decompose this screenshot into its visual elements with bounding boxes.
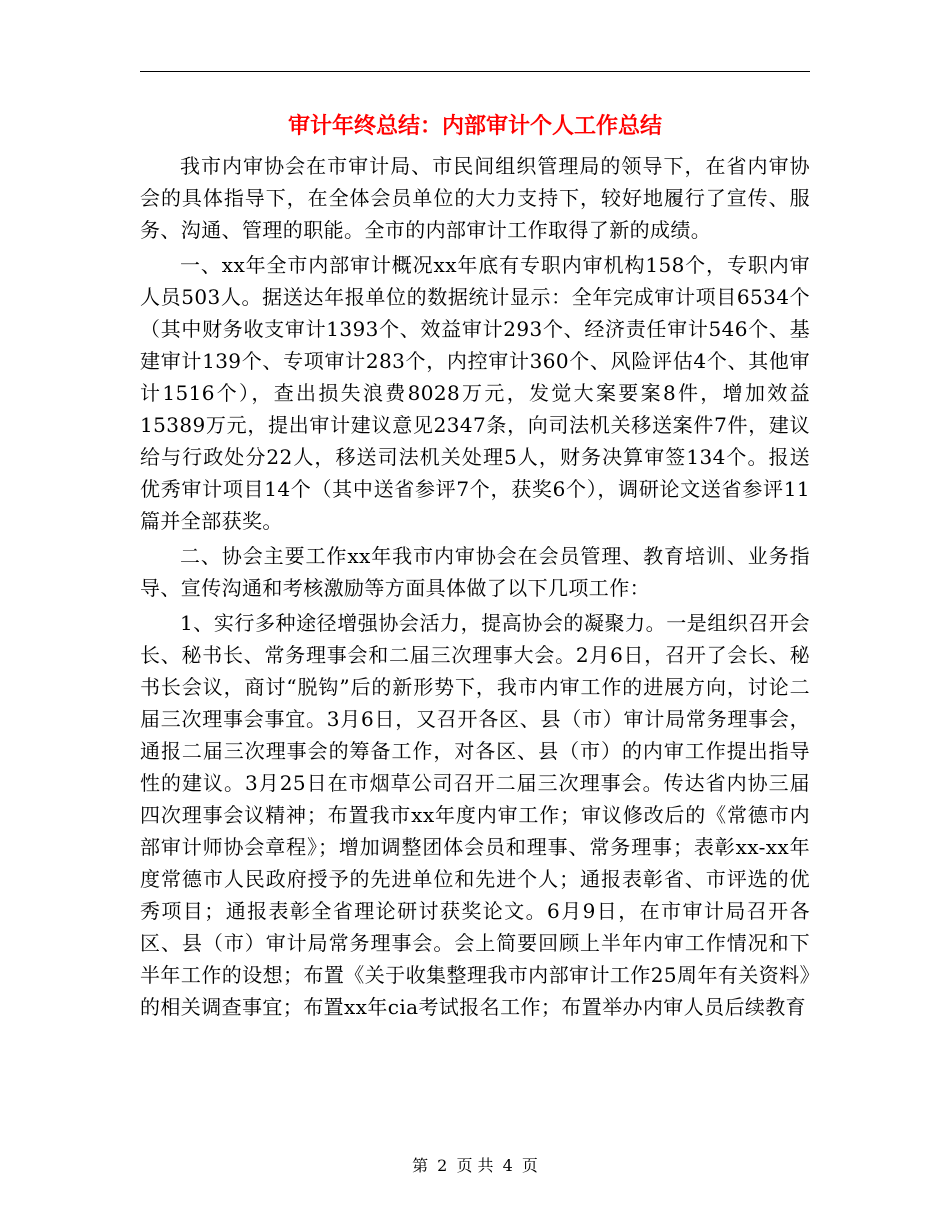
paragraph-item-1: 1、实行多种途径增强协会活力，提高协会的凝聚力。一是组织召开会长、秘书长、常务理事会和二届三次理事大会。2月6日，召开了会长、秘书长会议，商讨“脱钩”后的新形势下，我市内审工作的进展方向，讨论二届三次理事会事宜。3月6日，又召开各区、县（市）审计局常务理事会，通报二届三次理事会的筹备工作，对各区、县（市）的内审工作提出指导性的建议。3月25日在市烟草公司召开二届三次理事会。传达省内协三届四次理事会议精神；布置我市xx年度内审工作；审议修改后的《常德市内部审计师协会章程》；增加调整团体会员和理事、常务理事；表彰xx-xx年度常德市人民政府授予的先进单位和先进个人；通报表彰省、市评选的优秀项目；通报表彰全省理论研讨获奖论文。6月9日，在市审计局召开各区、县（市）审计局常务理事会。会上简要回顾上半年内审工作情况和下半年工作的设想；布置《关于收集整理我市内部审计工作25周年有关资料》的相关调查事宜；布置xx年cia考试报名工作；布置举办内审人员后续教育 bbox=[140, 611, 810, 1019]
page-prefix: 第 bbox=[412, 1156, 429, 1175]
page-number: 2 bbox=[437, 1156, 448, 1175]
paragraph-main-work: 二、协会主要工作xx年我市内审协会在会员管理、教育培训、业务指导、宣传沟通和考核激励等方面具体做了以下几项工作： bbox=[140, 544, 810, 600]
header-rule bbox=[140, 71, 810, 72]
page-suffix: 页 bbox=[521, 1156, 538, 1175]
document-title: 审计年终总结：内部审计个人工作总结 bbox=[287, 114, 662, 139]
page-total: 4 bbox=[502, 1156, 513, 1175]
document-body bbox=[140, 150, 810, 1026]
page-middle: 页 共 bbox=[456, 1156, 494, 1175]
paragraph-overview: 一、xx年全市内部审计概况xx年底有专职内审机构158个，专职内审人员503人。据送达年报单位的数据统计显示：全年完成审计项目6534个（其中财务收支审计1393个、效益审计293个、经济责任审计546个、基建审计139个、专项审计283个，内控审计360个、风险评估4个、其他审计1516个），查出损失浪费8028万元，发觉大案要案8件，增加效益15389万元，提出审计建议意见2347条，向司法机关移送案件7件，建议给与行政处分22人，移送司法机关处理5人，财务决算审签134个。报送优秀审计项目14个（其中送省参评7个，获奖6个），调研论文送省参评11篇并全部获奖。 bbox=[140, 253, 810, 533]
page-footer bbox=[0, 1155, 950, 1177]
paragraph-intro: 我市内审协会在市审计局、市民间组织管理局的领导下，在省内审协会的具体指导下，在全体会员单位的大力支持下，较好地履行了宣传、服务、沟通、管理的职能。全市的内部审计工作取得了新的成绩。 bbox=[140, 154, 810, 242]
